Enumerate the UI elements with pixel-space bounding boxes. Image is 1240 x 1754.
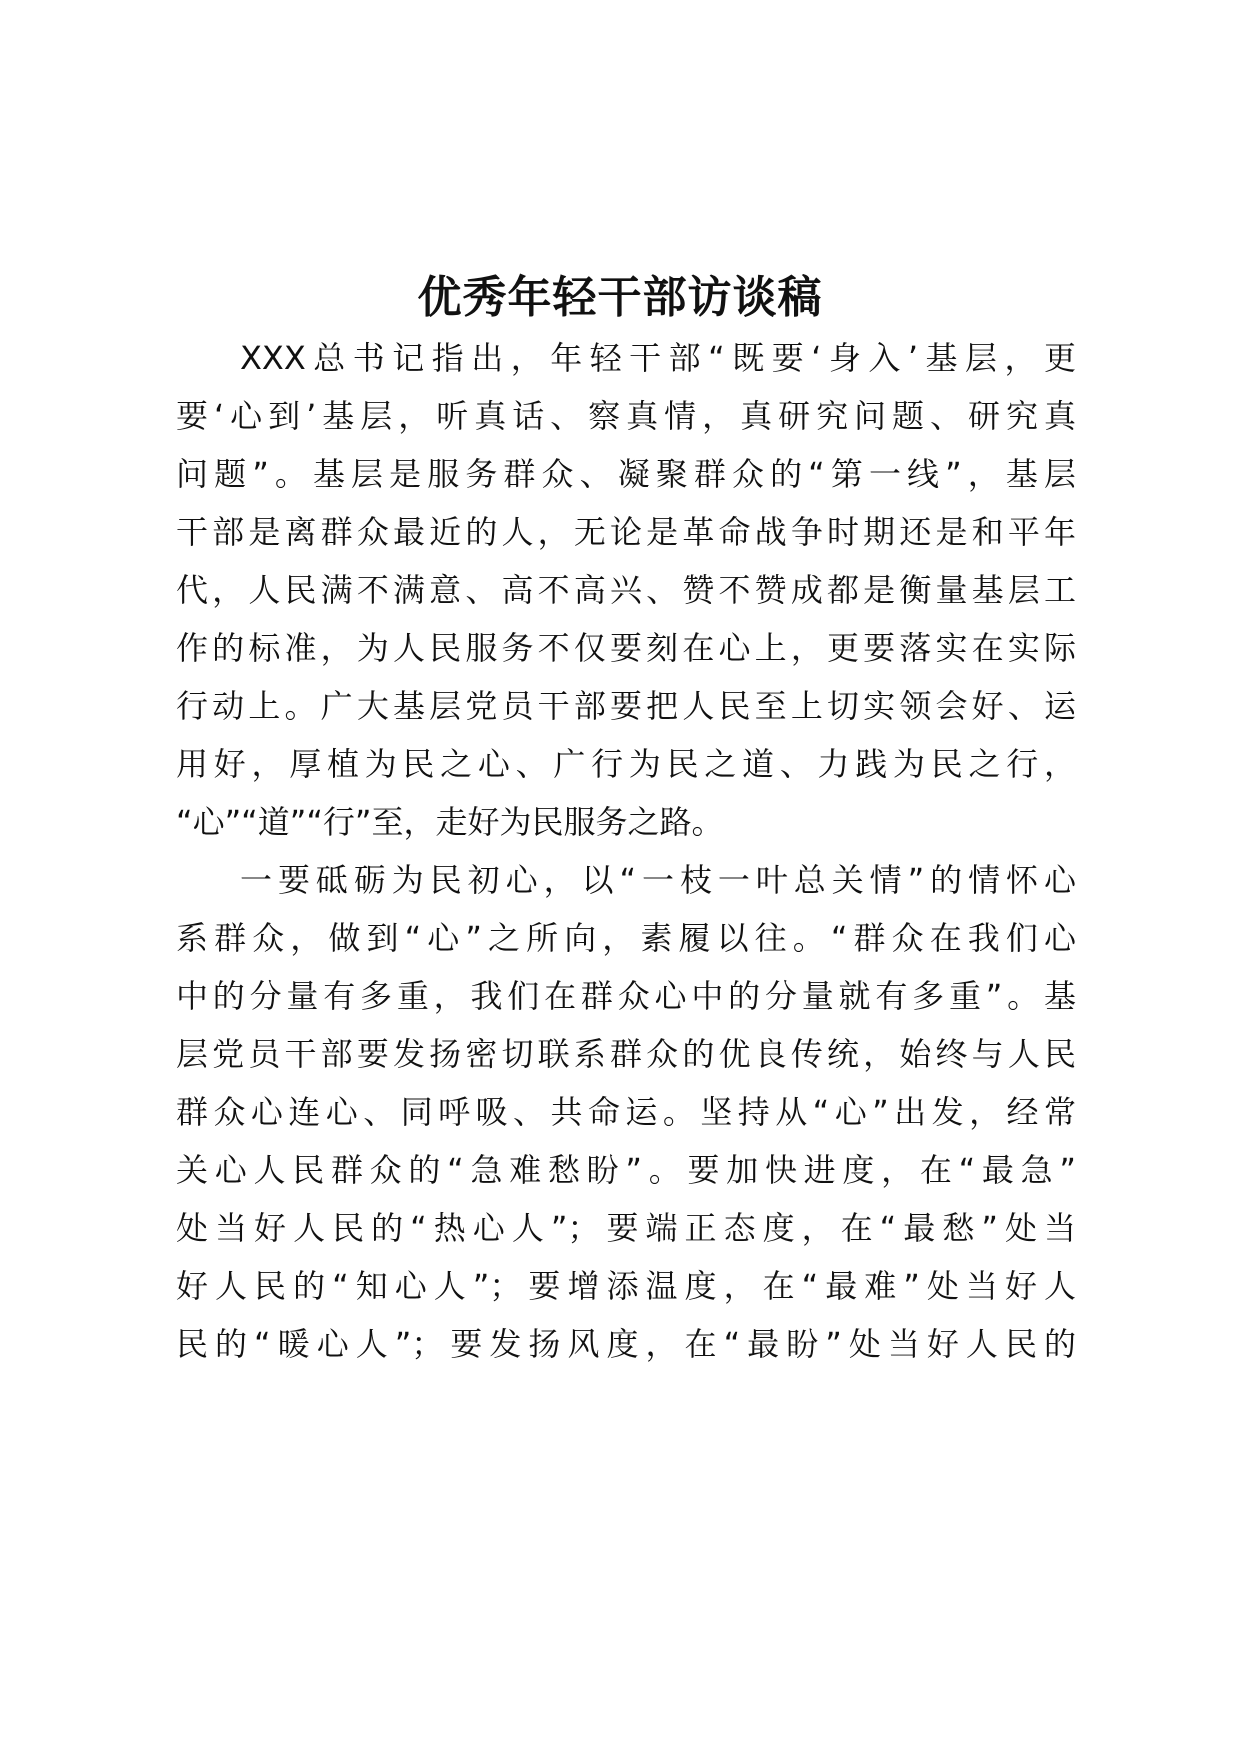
paragraph-2-line: 系群众，做到“心”之所向，素履以往。“群众在我们心 (176, 919, 1076, 957)
paragraph-1-line: 作的标准，为人民服务不仅要刻在心上，更要落实在实际 (176, 629, 1076, 667)
paragraph-1-line: 用好，厚植为民之心、广行为民之道、力践为民之行， (176, 745, 1076, 783)
paragraph-1-line: 代，人民满不满意、高不高兴、赞不赞成都是衡量基层工 (176, 571, 1076, 609)
paragraph-1-line: 问题”。基层是服务群众、凝聚群众的“第一线”，基层 (176, 455, 1076, 493)
paragraph-2-line: 一要砥砺为民初心，以“一枝一叶总关情”的情怀心 (240, 861, 1076, 899)
paragraph-2-line: 群众心连心、同呼吸、共命运。坚持从“心”出发，经常 (176, 1093, 1076, 1131)
paragraph-2-line: 民的“暖心人”；要发扬风度，在“最盼”处当好人民的 (176, 1325, 1076, 1363)
paragraph-2-line: 处当好人民的“热心人”；要端正态度，在“最愁”处当 (176, 1209, 1076, 1247)
paragraph-1-line: “心”“道”“行”至，走好为民服务之路。 (176, 803, 724, 841)
paragraph-1-line: XXX总书记指出，年轻干部“既要‘身入’基层，更 (240, 339, 1076, 377)
paragraph-2-line: 关心人民群众的“急难愁盼”。要加快进度，在“最急” (176, 1151, 1076, 1189)
paragraph-2-line: 好人民的“知心人”；要增添温度，在“最难”处当好人 (176, 1267, 1076, 1305)
document-title: 优秀年轻干部访谈稿 (417, 272, 823, 323)
paragraph-1-line: 要‘心到’基层，听真话、察真情，真研究问题、研究真 (176, 397, 1076, 435)
paragraph-1-line: 行动上。广大基层党员干部要把人民至上切实领会好、运 (176, 687, 1076, 725)
paragraph-2-line: 层党员干部要发扬密切联系群众的优良传统，始终与人民 (176, 1035, 1076, 1073)
paragraph-1-line: 干部是离群众最近的人，无论是革命战争时期还是和平年 (176, 513, 1076, 551)
paragraph-2-line: 中的分量有多重，我们在群众心中的分量就有多重”。基 (176, 977, 1076, 1015)
